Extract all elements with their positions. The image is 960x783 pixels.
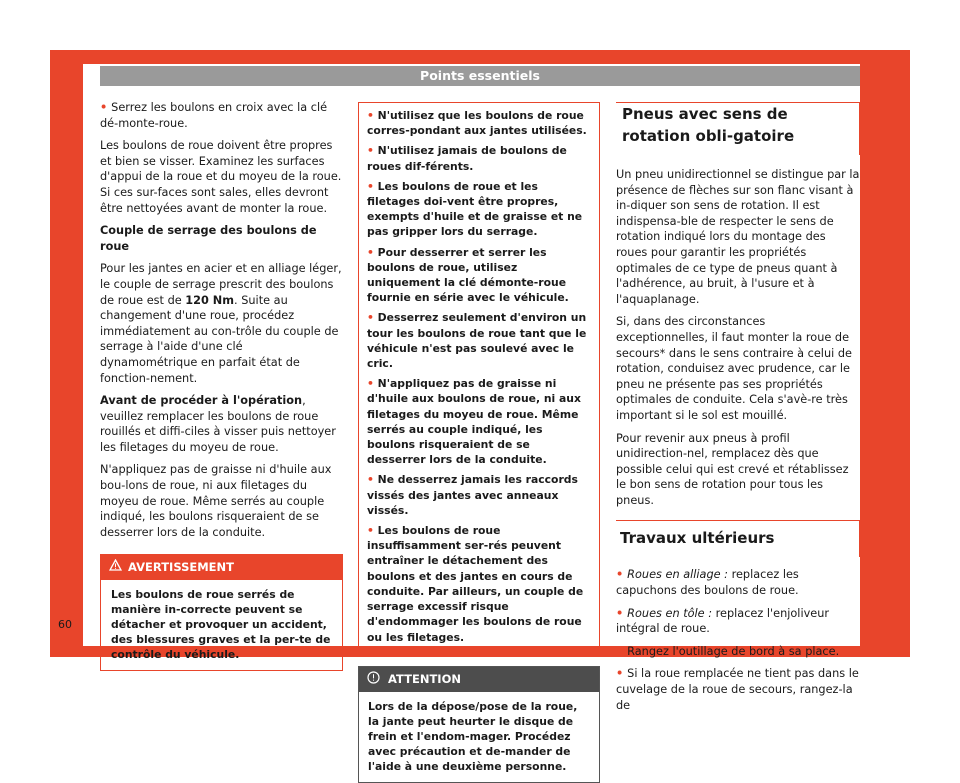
list-item: • Les boulons de roue insuffisamment ser-rés peuvent entraîner le détachement des boulons et des jantes en cours de conduite. Par ailleurs, un couple de serrage excessif risque d'endommager les boulons de roue ou les filetages.	[367, 523, 591, 645]
column-left	[100, 100, 343, 671]
info-circle-icon	[367, 671, 380, 689]
page-number: 60	[58, 618, 72, 631]
section-header: Points essentiels	[100, 66, 860, 86]
warning-box	[100, 554, 343, 671]
subheading: Couple de serrage des boulons de roue	[100, 224, 317, 253]
paragraph: Les boulons de roue doivent être propres et bien se visser. Examinez les surfaces d'appui de la roue et du moyeu de la roue. Si ces sur-faces sont sales, elles devront être nettoyées avant de monter la roue.	[100, 139, 342, 215]
paragraph: Un pneu unidirectionnel se distingue par la présence de flèches sur son flanc visant à in-diquer son sens de rotation. Il est indispensa-ble de respecter le sens de rotation indiqué lors du montage des roues pour garantir les propriétés optimales de ce type de pneus quant à l'adhérence, au bruit, à l'usure et à l'aquaplanage.	[616, 168, 860, 306]
column-right	[616, 102, 860, 720]
attention-box	[358, 666, 600, 783]
attention-text: Lors de la dépose/pose de la roue, la jante peut heurter le disque de frein et l'endom-mager. Procédez avec précaution et de-mander de l'aide à une deuxième personne.	[368, 700, 578, 774]
list-item: • N'utilisez jamais de boulons de roues dif-férents.	[367, 143, 591, 173]
list-item: • Rangez l'outillage de bord à sa place.	[616, 644, 860, 660]
section-heading: Pneus avec sens de rotation obli-gatoire	[616, 102, 860, 155]
list-item: • Desserrez seulement d'environ un tour les boulons de roue tant que le véhicule n'est pas soulevé avec le cric.	[367, 310, 591, 371]
paragraph: Avant de procéder à l'opération, veuillez remplacer les boulons de roue rouillés et diffi-ciles à visser puis nettoyer les filetages du moyeu de roue.	[100, 394, 336, 454]
paragraph: Pour les jantes en acier et en alliage léger, le couple de serrage prescrit des boulons de roue est de 120 Nm. Suite au changement d'une roue, procédez immédiatement au con-trôle du couple de serrage à l'aide d'une clé dynamométrique en parfait état de fonction-nement.	[100, 262, 342, 385]
list-item: • Pour desserrer et serrer les boulons de roue, utilisez uniquement la clé démonte-roue fournie en série avec le véhicule.	[367, 245, 591, 306]
column-middle	[358, 102, 600, 783]
warning-header	[101, 555, 342, 580]
paragraph: Si, dans des circonstances exceptionnelles, il faut monter la roue de secours* dans le sens contraire à celui de rotation, conduisez avec prudence, car le pneu ne présente pas ses propriétés optimales de conduite. Cela s'avè-re très important si le sol est mouillé.	[616, 315, 852, 422]
section-heading: Travaux ultérieurs	[616, 520, 860, 557]
warning-notes-box	[358, 102, 600, 652]
attention-title: ATTENTION	[388, 671, 461, 686]
warning-title: AVERTISSEMENT	[128, 559, 235, 574]
list-item: • Roues en tôle : replacez l'enjoliveur intégral de roue.	[616, 606, 860, 637]
warning-triangle-icon	[109, 559, 122, 576]
paragraph: N'appliquez pas de graisse ni d'huile aux bou-lons de roue, ni aux filetages du moyeu de roue. Même serrés au couple indiqué, les boulons risqueraient de se desserrer lors de la conduite.	[100, 463, 332, 539]
list-item: • N'appliquez pas de graisse ni d'huile aux boulons de roue, ni aux filetages du moyeu de roue. Même serrés au couple indiqué, les boulons risqueraient de se desserrer lors de la conduite.	[367, 376, 591, 467]
list-item: • Serrez les boulons en croix avec la clé dé-monte-roue.	[100, 100, 343, 131]
list-item: • N'utilisez que les boulons de roue corres-pondant aux jantes utilisées.	[367, 108, 591, 138]
paragraph: Pour revenir aux pneus à profil unidirection-nel, remplacez dès que possible celui qui est crevé et rétablissez le bon sens de rotation pour tous les pneus.	[616, 431, 849, 507]
attention-header	[359, 667, 599, 693]
list-item: • Ne desserrez jamais les raccords vissés des jantes avec anneaux vissés.	[367, 472, 591, 518]
torque-value: 120 Nm	[185, 293, 235, 307]
list-item: • Si la roue remplacée ne tient pas dans le cuvelage de la roue de secours, rangez-la de	[616, 666, 860, 713]
list-item: • Roues en alliage : replacez les capuchons des boulons de roue.	[616, 567, 860, 598]
warning-text: Les boulons de roue serrés de manière in-correcte peuvent se détacher et provoquer un accident, des blessures graves et la per-te de contrôle du véhicule.	[111, 588, 331, 662]
list-item: • Les boulons de roue et les filetages doi-vent être propres, exempts d'huile et de graisse et ne pas gripper lors du serrage.	[367, 179, 591, 240]
